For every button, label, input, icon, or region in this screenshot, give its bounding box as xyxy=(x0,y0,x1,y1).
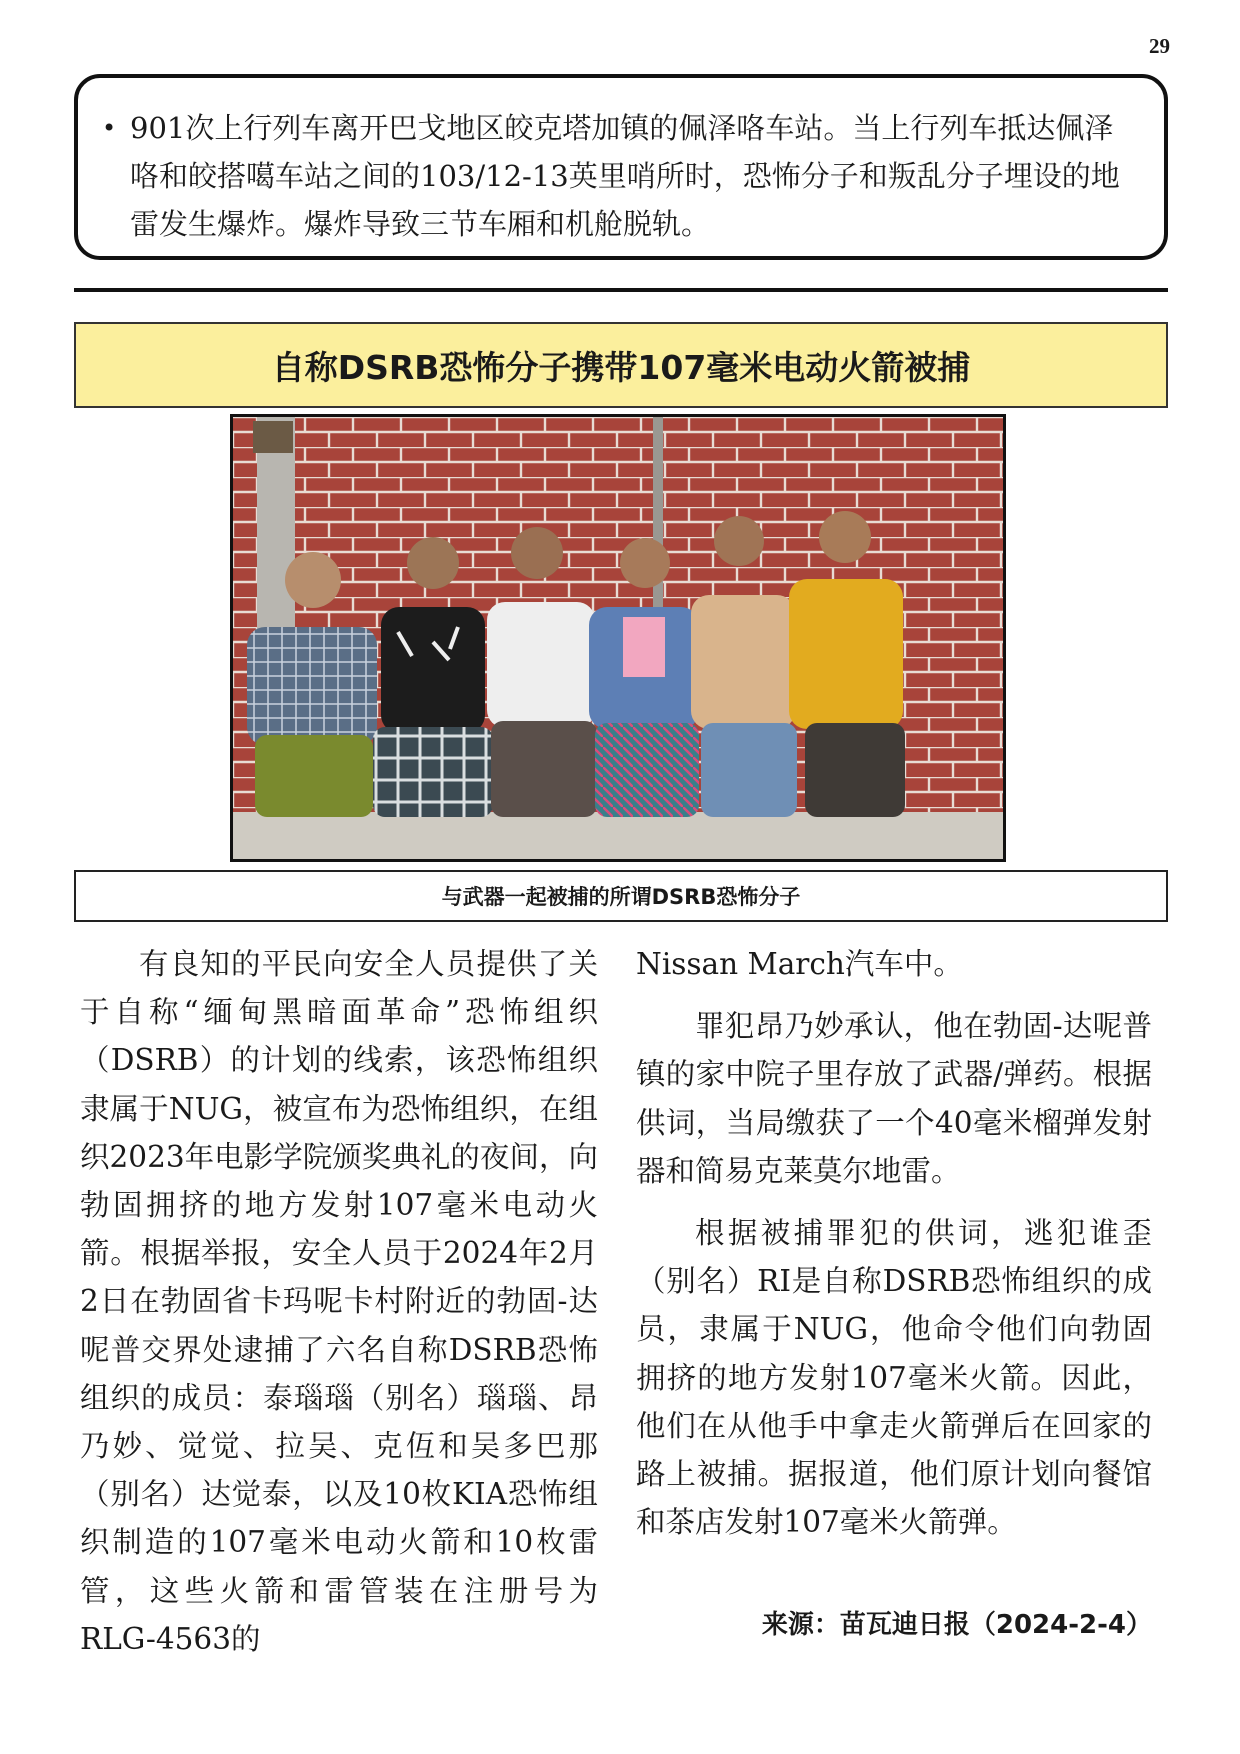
article-left-column xyxy=(80,940,598,1660)
notice-item xyxy=(102,104,1130,248)
article-paragraph: 有良知的平民向安全人员提供了关于自称“缅甸黑暗面革命”恐怖组织（DSRB）的计划的线索，该恐怖组织隶属于NUG，被宣布为恐怖组织，在组织2023年电影学院颁奖典礼的夜间，向勃固拥挤的地方发射107毫米电动火箭。根据举报，安全人员于2024年2月2日在勃固省卡玛呢卡村附近的勃固-达呢普交界处逮捕了六名自称DSRB恐怖组织的成员：泰瑙瑙（别名）瑙瑙、昂乃妙、觉觉、拉吴、克仾和吴多巴那（别名）达觉泰，以及10枚KIA恐怖组织制造的107毫米电动火箭和10枚雷管，这些火箭和雷管装在注册号为RLG-4563的 xyxy=(80,947,598,1656)
article-right-column xyxy=(636,940,1152,1620)
section-divider xyxy=(74,288,1168,292)
notice-box xyxy=(74,74,1168,260)
article-paragraph-continuation: Nissan March汽车中。 xyxy=(636,947,963,981)
page-number: 29 xyxy=(1149,34,1170,58)
bullet-icon: • xyxy=(102,114,117,142)
article-photo xyxy=(230,414,1006,862)
article-paragraph: 根据被捕罪犯的供词，逃犯谁歪（别名）RI是自称DSRB恐怖组织的成员，隶属于NUG，他命令他们向勃固拥挤的地方发射107毫米火箭。因此，他们在从他手中拿走火箭弹后在回家的路上被捕。据报道，他们原计划向餐馆和茶店发射107毫米火箭弹。 xyxy=(636,1216,1152,1540)
notice-text: 901次上行列车离开巴戈地区皎克塔加镇的佩泽咯车站。当上行列车抵达佩泽咯和皎搭噶车站之间的103/12-13英里哨所时，恐怖分子和叛乱分子埋设的地雷发生爆炸。爆炸导致三节车厢和机舱脱轨。 xyxy=(130,111,1120,241)
article-paragraph: 罪犯昂乃妙承认，他在勃固-达呢普镇的家中院子里存放了武器/弹药。根据供词，当局缴获了一个40毫米榴弹发射器和简易克莱莫尔地雷。 xyxy=(636,1009,1152,1188)
photo-caption: 与武器一起被捕的所谓DSRB恐怖分子 xyxy=(74,870,1168,922)
article-source: 来源：苗瓦迪日报（2024-2-4） xyxy=(761,1610,1152,1640)
article-headline: 自称DSRB恐怖分子携带107毫米电动火箭被捕 xyxy=(74,322,1168,408)
